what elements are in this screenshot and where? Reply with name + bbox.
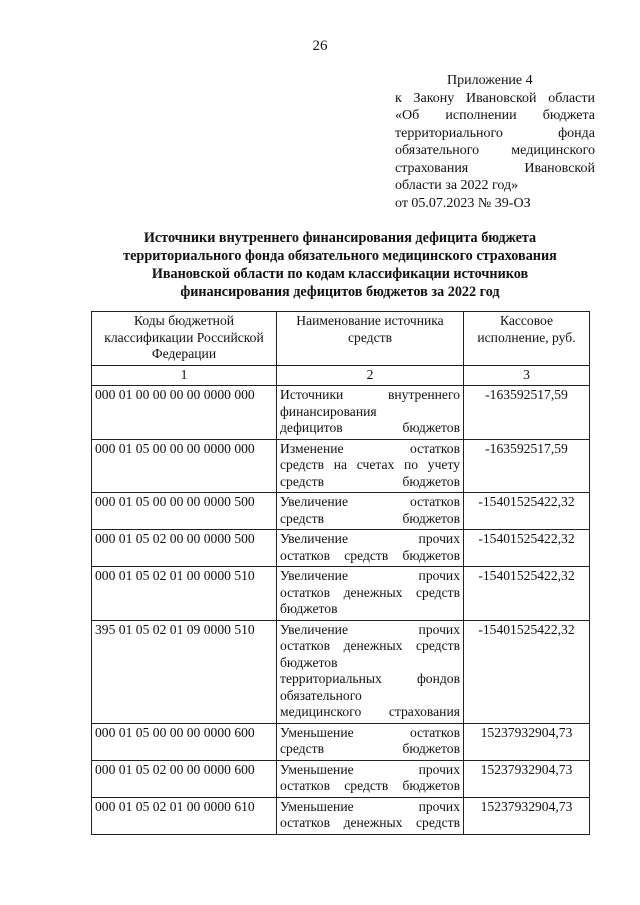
table-row	[92, 493, 590, 530]
header-cash-execution: Кассовое исполнение, руб.	[464, 312, 590, 366]
column-number: 1	[92, 365, 277, 386]
appendix-line: Приложение 4	[447, 73, 533, 88]
header-source-name: Наименование источника средств	[277, 312, 464, 366]
table-row	[92, 723, 590, 760]
title-line: Источники внутреннего финансирования дефицита бюджета	[143, 230, 537, 246]
source-name-cell	[277, 620, 464, 723]
appendix-note	[395, 72, 595, 212]
cash-execution-cell: -15401525422,32	[464, 620, 590, 723]
column-number: 3	[464, 365, 590, 386]
table-row	[92, 760, 590, 797]
header-codes: Коды бюджетной классификации Российской Федерации	[92, 312, 277, 366]
source-name-line: средств бюджетов	[280, 473, 460, 489]
source-name-line: средств бюджетов	[280, 741, 460, 756]
table-row	[92, 797, 590, 834]
column-number: 2	[277, 365, 464, 386]
budget-code-cell: 000 01 00 00 00 00 0000 000	[92, 386, 277, 440]
cash-execution-cell: 15237932904,73	[464, 797, 590, 834]
source-name-line: остатков средств бюджетов	[280, 547, 460, 563]
source-name-cell	[277, 493, 464, 530]
source-name-line: остатков денежных средств	[280, 815, 460, 830]
appendix-line: «Об исполнении бюджета	[395, 108, 595, 123]
appendix-line: от 05.07.2023 № 39-ОЗ	[395, 195, 531, 211]
source-name-line: Уменьшение прочих	[280, 798, 460, 814]
document-title	[90, 229, 590, 301]
appendix-line: обязательного медицинского	[395, 143, 595, 158]
source-name-line: Источники внутреннего	[280, 387, 460, 402]
financing-sources-table	[91, 311, 590, 835]
appendix-line: территориального фонда	[395, 125, 595, 141]
cash-execution-cell: 15237932904,73	[464, 760, 590, 797]
cash-execution-cell: -163592517,59	[464, 439, 590, 493]
budget-code-cell: 000 01 05 00 00 00 0000 000	[92, 439, 277, 493]
cash-execution-cell: -163592517,59	[464, 386, 590, 440]
budget-code-cell: 000 01 05 02 01 00 0000 510	[92, 567, 277, 621]
source-name-line: бюджетов	[280, 601, 338, 616]
cash-execution-cell: -15401525422,32	[464, 567, 590, 621]
appendix-line: страхования Ивановской	[395, 160, 595, 176]
source-name-line: остатков средств бюджетов	[280, 778, 460, 793]
source-name-cell	[277, 386, 464, 440]
source-name-line: территориальных фондов	[280, 671, 460, 686]
source-name-line: медицинского страхования	[280, 704, 460, 719]
table-row	[92, 620, 590, 723]
budget-code-cell: 000 01 05 02 00 00 0000 500	[92, 530, 277, 567]
budget-code-cell: 000 01 05 02 00 00 0000 600	[92, 760, 277, 797]
budget-code-cell: 395 01 05 02 01 09 0000 510	[92, 620, 277, 723]
source-name-cell	[277, 530, 464, 567]
cash-execution-cell: -15401525422,32	[464, 530, 590, 567]
source-name-line: Уменьшение остатков	[280, 724, 460, 740]
source-name-line: остатков денежных средств	[280, 584, 460, 600]
source-name-cell	[277, 439, 464, 493]
source-name-cell	[277, 723, 464, 760]
table-row	[92, 386, 590, 440]
source-name-cell	[277, 567, 464, 621]
table-row	[92, 567, 590, 621]
table-row	[92, 530, 590, 567]
cash-execution-cell: -15401525422,32	[464, 493, 590, 530]
source-name-line: бюджетов	[280, 654, 338, 670]
source-name-line: Изменение остатков	[280, 440, 460, 456]
source-name-line: дефицитов бюджетов	[280, 420, 460, 435]
source-name-line: Увеличение прочих	[280, 568, 460, 583]
appendix-line: к Закону Ивановской области	[395, 90, 595, 106]
title-line: финансирования дефицитов бюджетов за 2022 год	[180, 284, 500, 300]
source-name-line: Увеличение прочих	[280, 531, 460, 546]
source-name-line: Увеличение прочих	[280, 621, 460, 637]
title-line: Ивановской области по кодам классификации источников	[151, 266, 529, 282]
source-name-line: обязательного	[280, 687, 362, 703]
source-name-cell	[277, 760, 464, 797]
source-name-line: остатков денежных средств	[280, 638, 460, 653]
table-header-row	[92, 312, 590, 366]
table-row	[92, 439, 590, 493]
source-name-line: средств на счетах по учету	[280, 457, 460, 472]
source-name-line: Уменьшение прочих	[280, 761, 460, 777]
cash-execution-cell: 15237932904,73	[464, 723, 590, 760]
page-number: 26	[312, 38, 328, 54]
budget-code-cell: 000 01 05 02 01 00 0000 610	[92, 797, 277, 834]
budget-code-cell: 000 01 05 00 00 00 0000 600	[92, 723, 277, 760]
appendix-line: области за 2022 год»	[395, 178, 519, 193]
source-name-cell	[277, 797, 464, 834]
column-number-row	[92, 365, 590, 386]
title-line: территориального фонда обязательного медицинского страхования	[123, 248, 557, 264]
source-name-line: финансирования	[280, 403, 377, 419]
budget-code-cell: 000 01 05 00 00 00 0000 500	[92, 493, 277, 530]
source-name-line: средств бюджетов	[280, 510, 460, 526]
source-name-line: Увеличение остатков	[280, 494, 460, 509]
